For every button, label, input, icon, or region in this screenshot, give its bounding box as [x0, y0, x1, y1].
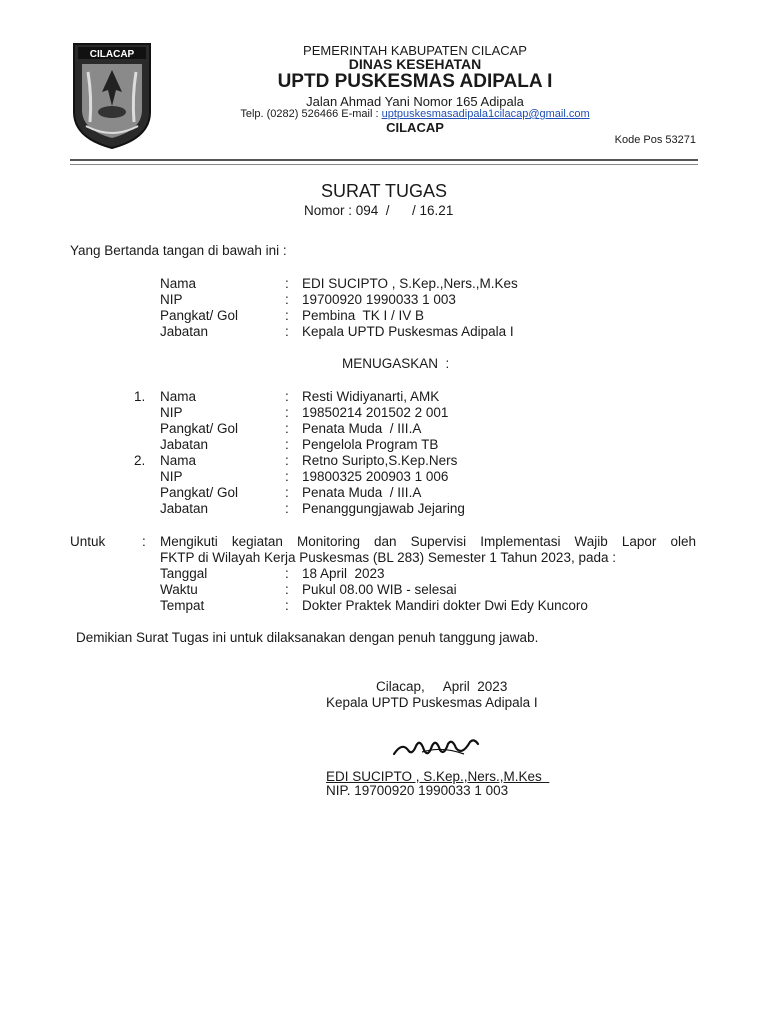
assignee-name-value: Resti Widiyanarti, AMK — [302, 389, 440, 404]
signer-position-label: Jabatan — [160, 324, 209, 339]
time-label: Waktu — [160, 582, 198, 597]
signature-position: Kepala UPTD Puskesmas Adipala I — [326, 695, 538, 710]
assignee-number: 1. — [134, 389, 146, 404]
signature-place-date: Cilacap, April 2023 — [376, 679, 508, 694]
letterhead-department: DINAS KESEHATAN — [348, 56, 482, 72]
assignee-position-label: Jabatan — [160, 437, 209, 452]
assignee-rank-label: Pangkat/ Gol — [160, 421, 239, 436]
assignee-rank-value: Penata Muda / III.A — [302, 421, 422, 436]
assignee-name-label: Nama — [160, 389, 197, 404]
colon: : — [285, 276, 289, 291]
signature-name: EDI SUCIPTO , S.Kep.,Ners.,M.Kes — [326, 769, 550, 784]
signer-nip-label: NIP — [160, 292, 183, 307]
signer-position-value: Kepala UPTD Puskesmas Adipala I — [302, 324, 514, 339]
logo-text: CILACAP — [89, 49, 135, 60]
signer-nip-value: 19700920 1990033 1 003 — [302, 292, 456, 307]
date-value: 18 April 2023 — [302, 566, 385, 581]
assignee-nip-value: 19800325 200903 1 006 — [302, 469, 449, 484]
purpose-label: Untuk — [70, 534, 106, 549]
signer-name-value: EDI SUCIPTO , S.Kep.,Ners.,M.Kes — [302, 276, 518, 291]
colon: : — [285, 453, 289, 468]
colon: : — [285, 324, 289, 339]
assignee-name-value: Retno Suripto,S.Kep.Ners — [302, 453, 458, 468]
colon: : — [285, 566, 289, 581]
colon: : — [285, 421, 289, 436]
colon: : — [285, 405, 289, 420]
assignee-name-label: Nama — [160, 453, 197, 468]
letterhead-divider-thin — [70, 164, 698, 165]
signature-nip: NIP. 19700920 1990033 1 003 — [326, 783, 509, 798]
letterhead-address: Jalan Ahmad Yani Nomor 165 Adipala — [306, 94, 524, 109]
handwritten-signature — [392, 732, 482, 762]
letterhead-contact — [200, 108, 630, 120]
assignee-position-label: Jabatan — [160, 501, 209, 516]
assignee-rank-value: Penata Muda / III.A — [302, 485, 422, 500]
signer-rank-label: Pangkat/ Gol — [160, 308, 239, 323]
intro-text: Yang Bertanda tangan di bawah ini : — [70, 243, 287, 258]
assigns-heading: MENUGASKAN : — [342, 356, 450, 371]
colon: : — [285, 389, 289, 404]
letterhead-city: CILACAP — [386, 120, 444, 135]
colon: : — [285, 485, 289, 500]
colon: : — [142, 534, 146, 549]
assignee-rank-label: Pangkat/ Gol — [160, 485, 239, 500]
closing-statement: Demikian Surat Tugas ini untuk dilaksanakan dengan penuh tanggung jawab. — [76, 630, 539, 645]
date-label: Tanggal — [160, 566, 208, 581]
time-value: Pukul 08.00 WIB - selesai — [302, 582, 457, 597]
assignee-position-value: Pengelola Program TB — [302, 437, 439, 452]
colon: : — [285, 469, 289, 484]
purpose-line-1: Mengikuti kegiatan Monitoring dan Supervisi Implementasi Wajib Lapor oleh — [160, 534, 696, 549]
signer-rank-value: Pembina TK I / IV B — [302, 308, 425, 323]
colon: : — [285, 501, 289, 516]
cilacap-emblem-logo — [70, 42, 154, 150]
letterhead-government: PEMERINTAH KABUPATEN CILACAP — [303, 43, 527, 58]
email-link[interactable]: uptpuskesmasadipala1cilacap@gmail.com — [381, 108, 590, 120]
colon: : — [285, 598, 289, 613]
signer-name-label: Nama — [160, 276, 197, 291]
purpose-line-2: FKTP di Wilayah Kerja Puskesmas (BL 283) Semester 1 Tahun 2023, pada : — [160, 550, 616, 565]
document-title: SURAT TUGAS — [320, 181, 448, 201]
colon: : — [285, 308, 289, 323]
assignee-nip-value: 19850214 201502 2 001 — [302, 405, 449, 420]
place-label: Tempat — [160, 598, 205, 613]
letterhead-institution: UPTD PUSKESMAS ADIPALA I — [277, 71, 553, 92]
contact-phone: Telp. (0282) 526466 E-mail : — [240, 108, 382, 120]
colon: : — [285, 582, 289, 597]
assignee-nip-label: NIP — [160, 405, 183, 420]
assignee-nip-label: NIP — [160, 469, 183, 484]
letterhead-divider-thick — [70, 159, 698, 161]
assignee-position-value: Penanggungjawab Jejaring — [302, 501, 465, 516]
assignee-number: 2. — [134, 453, 146, 468]
colon: : — [285, 292, 289, 307]
document-number: Nomor : 094 / / 16.21 — [304, 203, 454, 218]
letterhead-postal-code: Kode Pos 53271 — [614, 134, 696, 146]
place-value: Dokter Praktek Mandiri dokter Dwi Edy Kuncoro — [302, 598, 588, 613]
colon: : — [285, 437, 289, 452]
